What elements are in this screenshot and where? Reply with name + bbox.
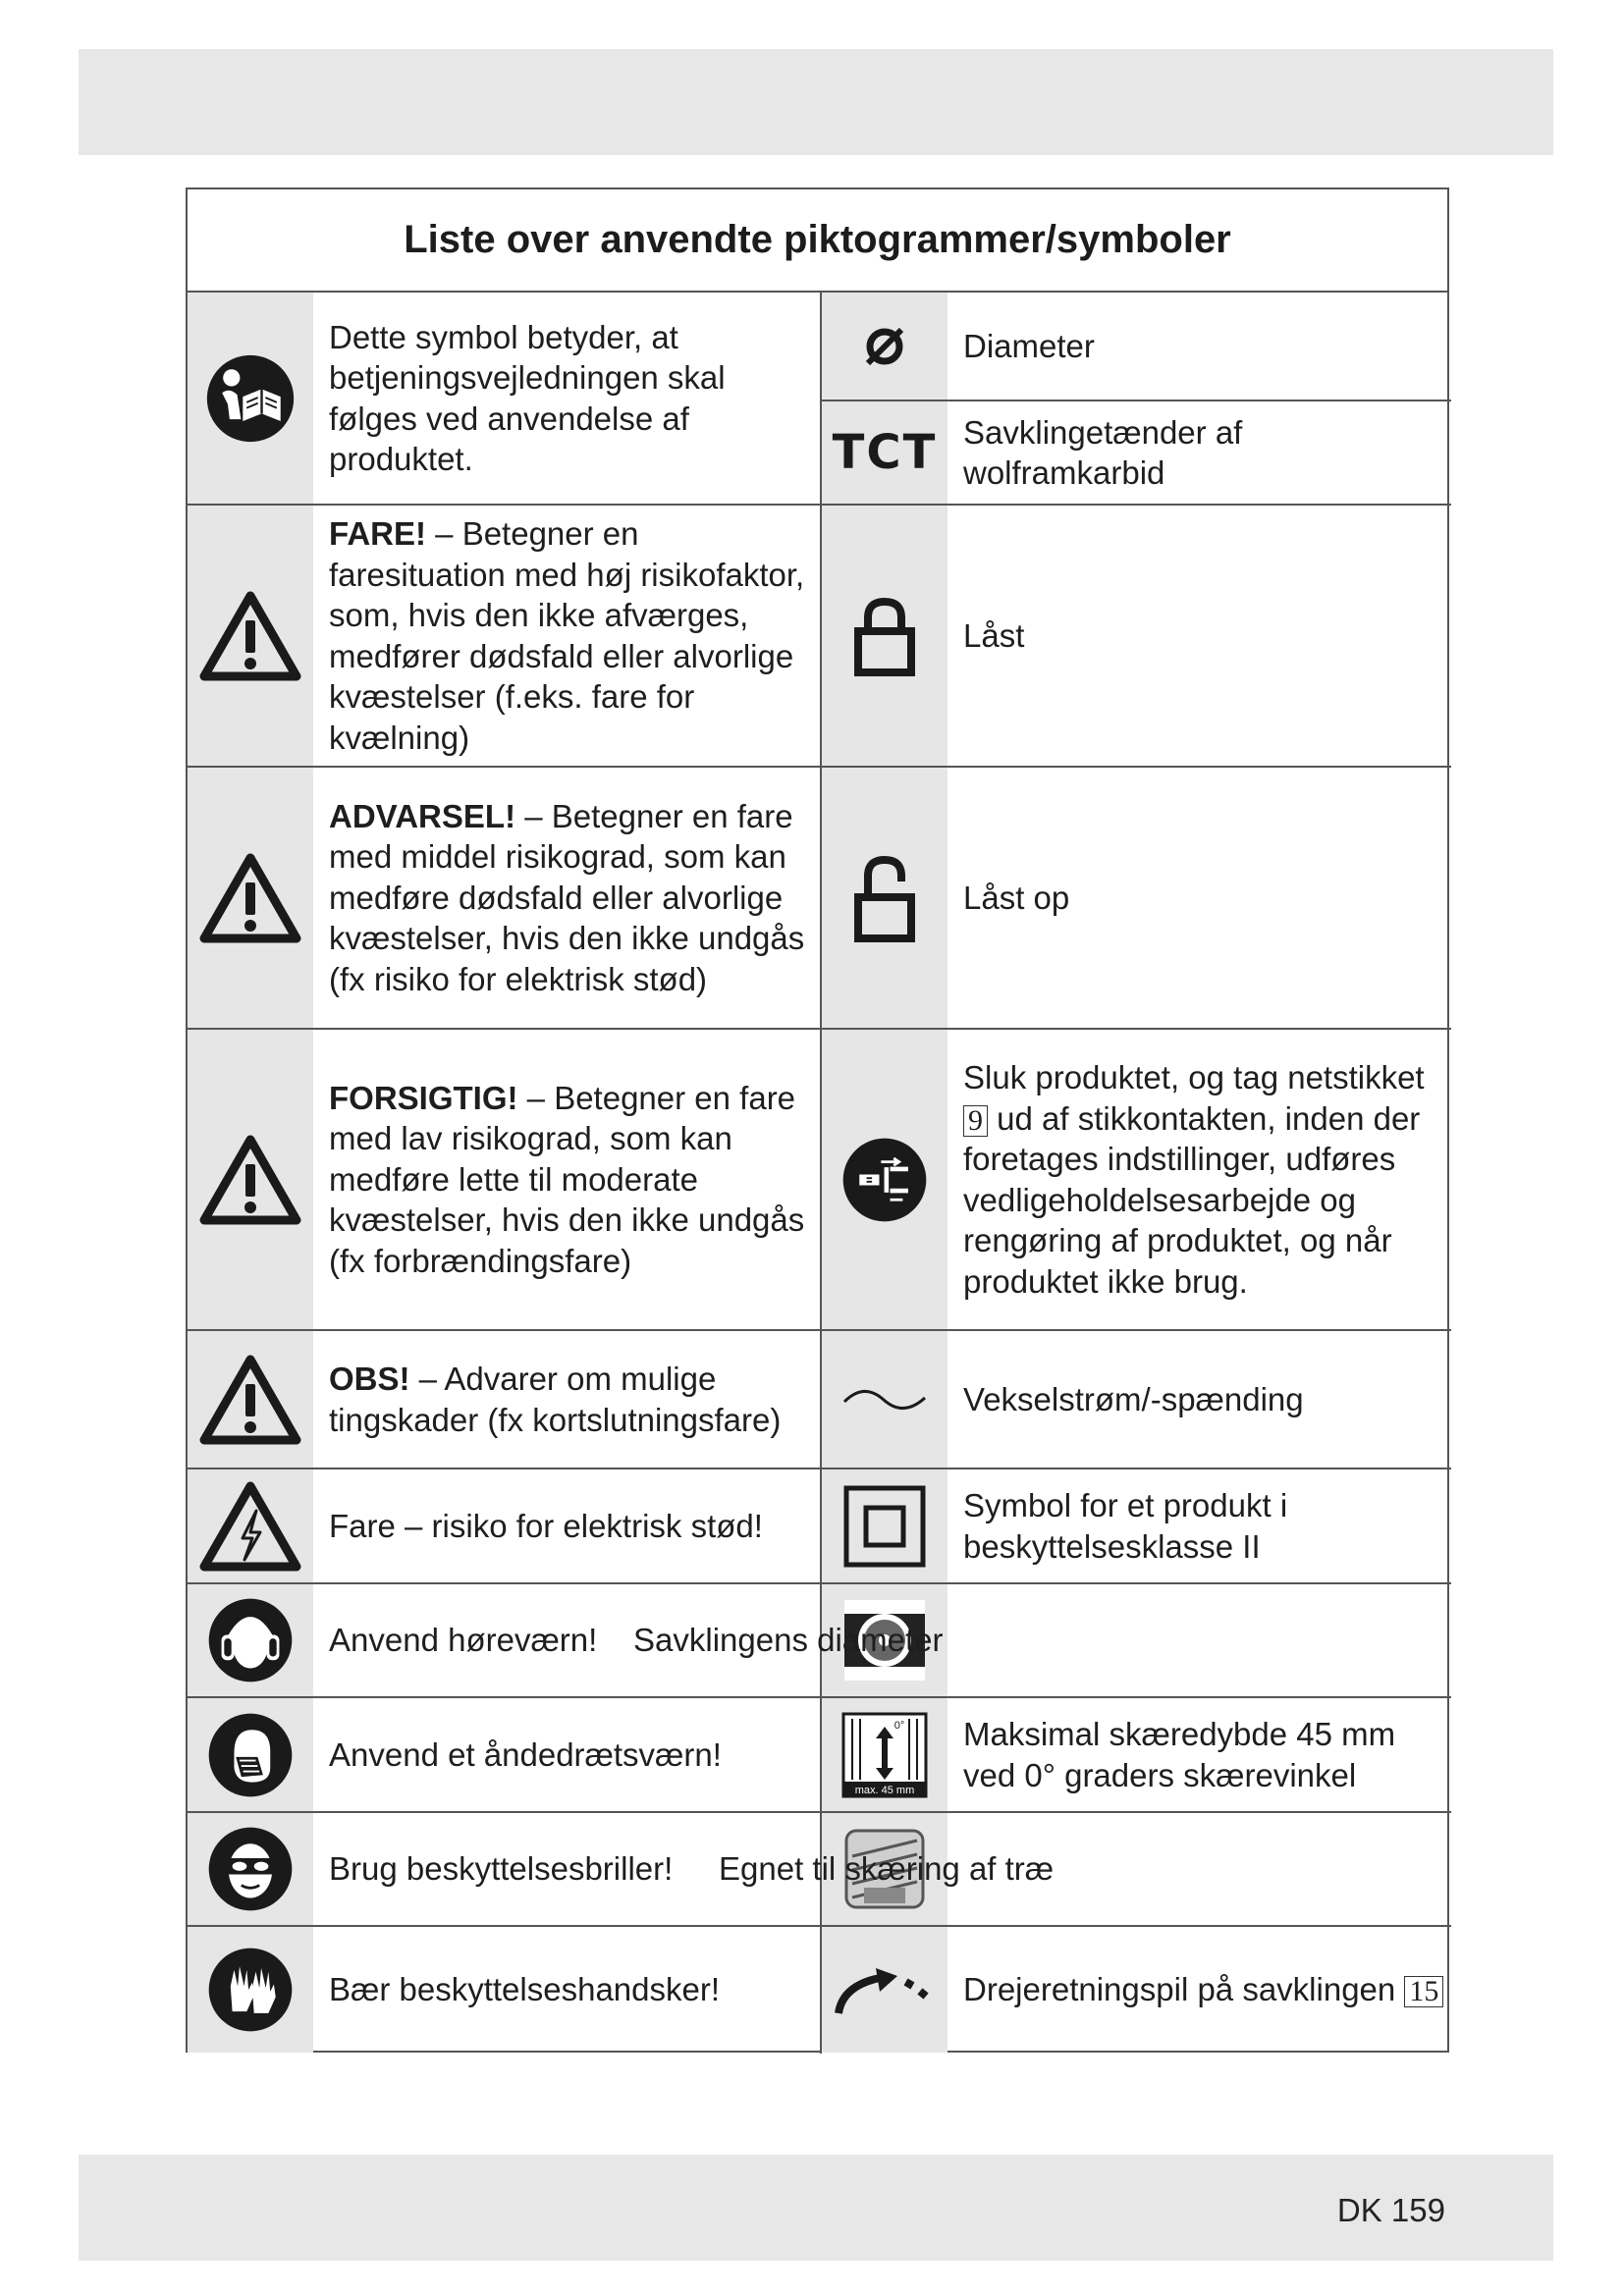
warning-triangle-icon [199,853,301,943]
max-depth-label: max. 45 mm [854,1784,915,1796]
protection-class-ii-icon [842,1484,927,1569]
respirator-icon [205,1710,296,1800]
icon-cell [822,1469,947,1582]
reference-number: 9 [963,1105,988,1137]
icon-cell [188,293,313,504]
icon-cell [188,1331,313,1468]
list-item-text: Vekselstrøm/-spænding [963,1380,1304,1417]
warning-triangle-icon [199,1135,301,1225]
icon-cell [822,1030,947,1329]
electric-shock-icon [199,1481,301,1572]
list-item-text: Symbol for et produkt i beskyttelsesklasse II [963,1487,1288,1565]
list-item-text: Fare – risiko for elektrisk stød! [329,1507,763,1544]
icon-cell [822,293,947,400]
icon-cell [822,1698,947,1811]
reference-number: 15 [1404,1976,1443,2007]
list-item-text: Diameter [963,327,1095,364]
list-item-text: FORSIGTIG! – Betegner en fare med lav risikograd, som kan medføre lette til moderate kvæstelser, hvis den ikke undgås (fx forbrændingsfare) [329,1079,805,1279]
icon-cell [188,1469,313,1582]
list-item-text: FARE! – Betegner en faresituation med høj risikofaktor, som, hvis den ikke afværges, medfører dødsfald eller alvorlige kvæstelser (f.eks. fare for kvælning) [329,515,805,756]
rotation-arrow-icon [831,1960,939,2019]
label-bold: OBS! [329,1361,410,1397]
icon-cell [822,506,947,766]
table-title: Liste over anvendte piktogrammer/symboler [404,218,1231,261]
label-bold: FARE! [329,515,426,552]
max-cut-depth-icon [840,1711,929,1799]
pictogram-table [186,187,1449,2053]
tct-icon: TCT [832,425,938,480]
list-item-text: Drejeretningspil på savklingen 15 [947,1927,1449,2053]
list-item-text: Savklingetænder af wolframkarbid [963,413,1243,491]
icon-cell [822,401,947,504]
warning-triangle-icon [199,1355,301,1445]
icon-cell [822,768,947,1028]
protective-gloves-icon [205,1945,296,2035]
label-bold: ADVARSEL! [329,797,516,834]
icon-cell [822,1927,947,2053]
icon-cell [822,1331,947,1468]
table-title-row [188,189,1447,293]
footer-band [79,2155,1553,2261]
unplug-icon [839,1135,930,1225]
angle-label: 0° [893,1719,905,1732]
icon-cell [188,506,313,766]
diameter-icon [860,322,909,371]
list-item-text: ADVARSEL! – Betegner en fare med middel risikograd, som kan medføre dødsfald eller alvorlige kvæstelser, hvis den ikke undgås (fx risiko for elektrisk stød) [329,797,805,997]
list-item-text: Maksimal skæredybde 45 mm ved 0° graders skærevinkel [963,1716,1396,1793]
label-bold: FORSIGTIG! [329,1079,518,1116]
page-number: DK 159 [1336,2192,1445,2228]
list-item-text: Anvend et åndedrætsværn! [329,1735,722,1773]
list-item-text: Brug beskyttelsesbriller! [329,1850,674,1888]
safety-goggles-icon [205,1824,296,1914]
alternating-current-icon [840,1380,929,1419]
padlock-locked-icon [852,596,917,676]
icon-cell [188,1030,313,1329]
icon-cell [188,768,313,1028]
overlay-text: Savklingens diameter [633,1622,944,1659]
warning-triangle-icon [199,591,301,681]
header-band [79,49,1553,155]
ear-protection-icon [205,1595,296,1685]
icon-cell [188,1813,313,1925]
list-item-text: OBS! – Advarer om mulige tingskader (fx kortslutningsfare) [329,1361,782,1438]
list-item-text: Låst op [963,879,1070,916]
list-item-text: Dette symbol betyder, at betjeningsvejledningen skal følges ved anvendelse af produktet. [329,318,726,477]
padlock-unlocked-icon [852,854,917,942]
overlay-text: Egnet til skæring af træ [719,1850,1055,1888]
read-manual-icon [203,351,298,446]
list-item-text: Sluk produktet, og tag netstikket 9 ud af stikkontakten, inden der foretages indstillinger, udføres vedligeholdelsesarbejde og rengøring af produktet, og når produktet ikke brug. [963,1059,1425,1300]
list-item-text: Bær beskyttelseshandsker! [329,1971,721,2008]
list-item-text: Anvend høreværn! [329,1622,598,1659]
icon-cell [188,1584,313,1696]
icon-cell [188,1698,313,1811]
icon-cell [188,1927,313,2053]
list-item-text: Låst [963,616,1025,654]
